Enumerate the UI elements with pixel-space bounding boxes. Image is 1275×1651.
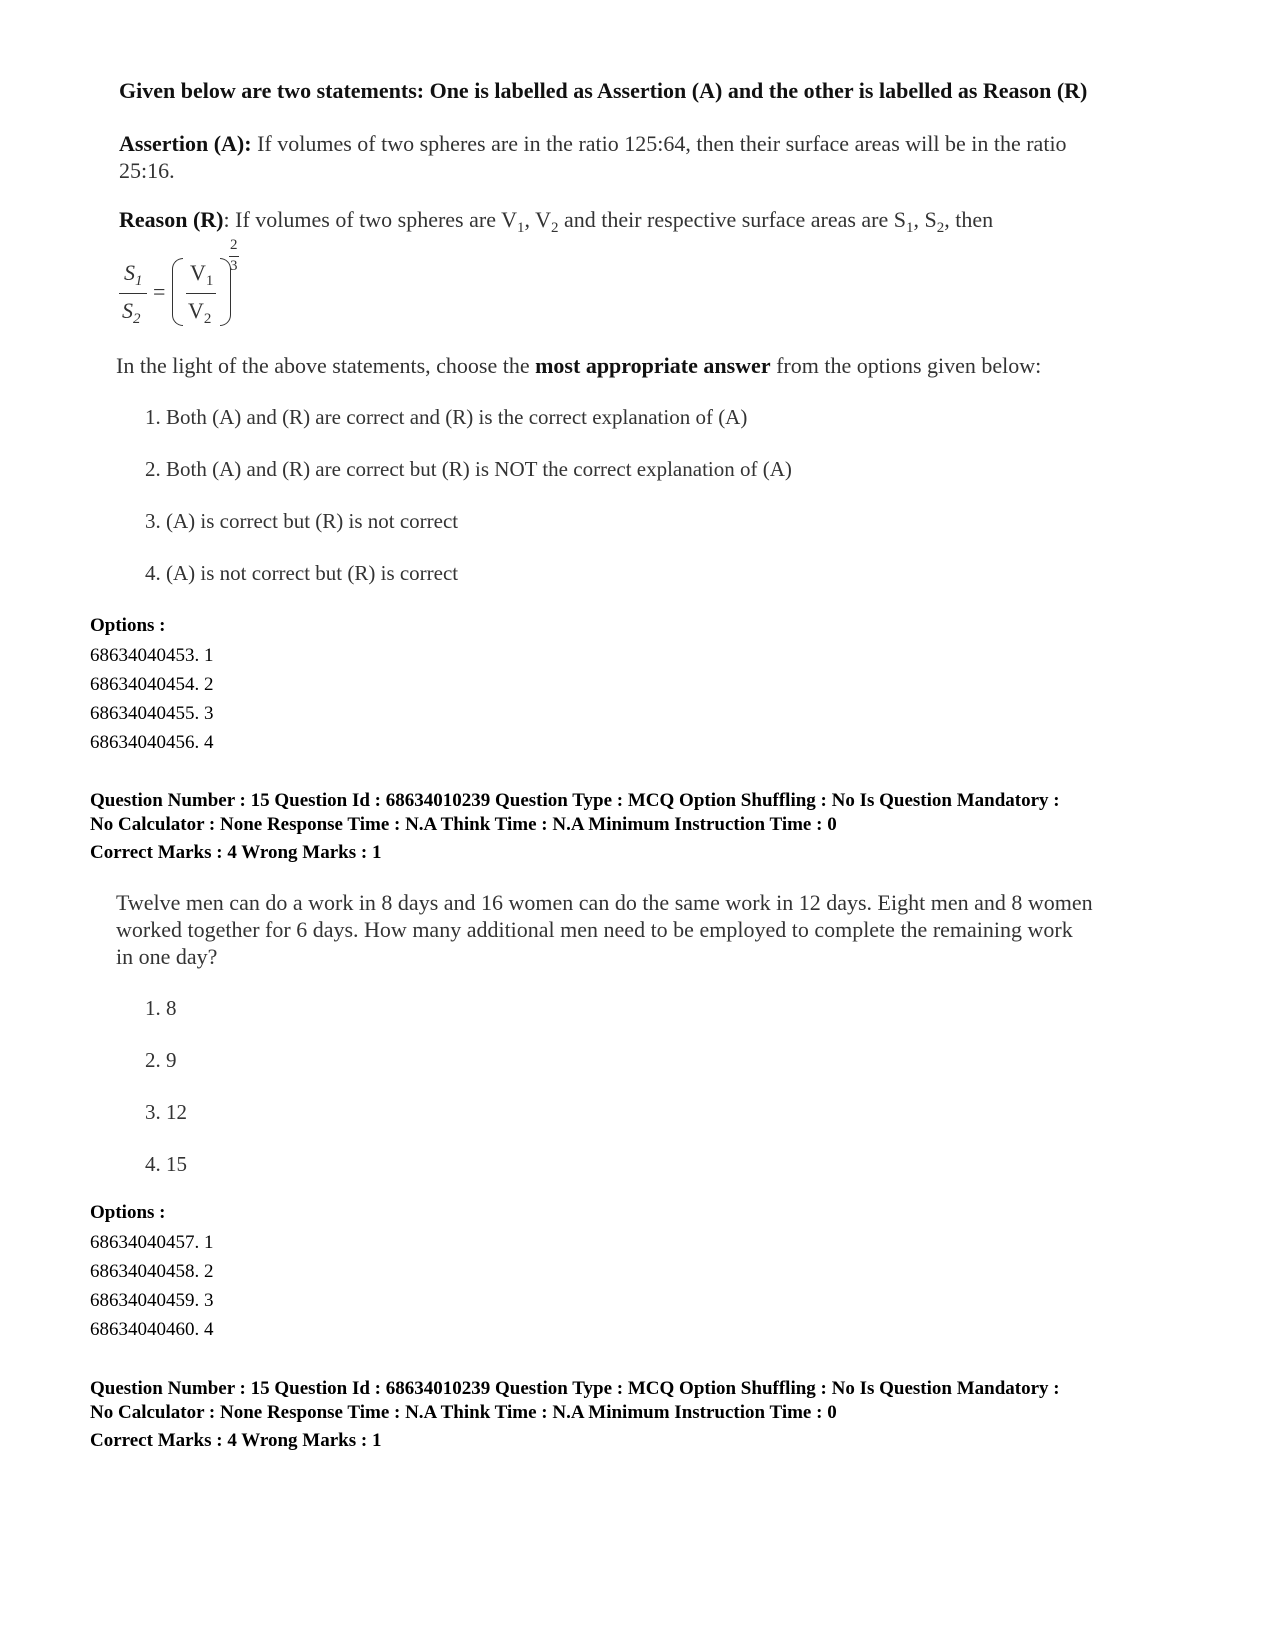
reason-text: : If volumes of two spheres are V <box>223 207 517 232</box>
reason-text: , S <box>913 207 937 232</box>
q15-marks: Correct Marks : 4 Wrong Marks : 1 <box>90 842 382 863</box>
prompt-bold: most appropriate answer <box>535 353 771 378</box>
q14-choice: 2. Both (A) and (R) are correct but (R) is NOT the correct explanation of (A) <box>145 457 792 481</box>
q14-choice: 1. Both (A) and (R) are correct and (R) is the correct explanation of (A) <box>145 405 748 429</box>
q14-prompt <box>116 352 1041 380</box>
option-id: 68634040454. 2 <box>90 674 214 695</box>
equals-sign: = <box>153 279 166 304</box>
sub: 2 <box>133 311 141 327</box>
option-id: 68634040460. 4 <box>90 1319 214 1340</box>
q14-choice: 3. (A) is correct but (R) is not correct <box>145 509 459 533</box>
sub: 2 <box>936 220 945 236</box>
sub: 1 <box>205 273 214 289</box>
meta-line: Question Number : 15 Question Id : 68634010239 Question Type : MCQ Option Shuffling : No Is Question Mandatory : <box>90 1378 1060 1399</box>
option-id: 68634040459. 3 <box>90 1290 214 1311</box>
meta-line: Question Number : 15 Question Id : 68634010239 Question Type : MCQ Option Shuffling : No Is Question Mandatory : <box>90 790 1060 811</box>
exponent-denominator: 3 <box>230 258 238 274</box>
exponent-numerator: 2 <box>230 237 238 253</box>
q14-choice: 4. (A) is not correct but (R) is correct <box>145 561 459 585</box>
lhs-numerator <box>124 260 143 290</box>
rhs-denominator <box>188 298 211 328</box>
reason-text: and their respective surface areas are S <box>558 207 906 232</box>
text-line: Twelve men can do a work in 8 days and 16 women can do the same work in 12 days. Eight men and 8 women <box>116 890 1093 915</box>
meta-line: No Calculator : None Response Time : N.A Think Time : N.A Minimum Instruction Time : 0 <box>90 814 837 835</box>
assertion-text: If volumes of two spheres are in the ratio 125:64, then their surface areas will be in the ratio <box>251 131 1067 156</box>
sub: 2 <box>550 220 559 236</box>
reason-text: , V <box>524 207 551 232</box>
option-id: 68634040458. 2 <box>90 1261 214 1282</box>
prompt-text: In the light of the above statements, choose the <box>116 353 536 378</box>
rhs-fraction-bar <box>186 293 216 294</box>
lhs-fraction-bar <box>119 293 147 294</box>
q15-meta <box>90 789 1060 837</box>
sub: 1 <box>906 220 914 236</box>
next-marks: Correct Marks : 4 Wrong Marks : 1 <box>90 1430 382 1451</box>
q14-reason <box>119 206 993 242</box>
symbol: V <box>188 298 204 323</box>
q14-assertion-cont: 25:16. <box>119 158 175 183</box>
sub: 1 <box>516 220 525 236</box>
text-line: worked together for 6 days. How many additional men need to be employed to complete the remaining work <box>116 917 1073 942</box>
q15-options-list <box>90 1228 214 1344</box>
q15-options-label: Options : <box>90 1202 166 1223</box>
symbol: V <box>190 260 206 285</box>
assertion-label: Assertion (A): <box>119 131 252 156</box>
q14-options-list <box>90 641 214 757</box>
q15-text <box>116 889 1093 970</box>
meta-line: No Calculator : None Response Time : N.A Think Time : N.A Minimum Instruction Time : 0 <box>90 1402 837 1423</box>
prompt-text: from the options given below: <box>770 353 1042 378</box>
next-meta <box>90 1377 1060 1425</box>
reason-text: , then <box>944 207 994 232</box>
exponent-bar <box>229 256 239 257</box>
option-id: 68634040453. 1 <box>90 645 214 666</box>
option-id: 68634040457. 1 <box>90 1232 214 1253</box>
sub: 2 <box>203 311 212 327</box>
option-id: 68634040456. 4 <box>90 732 214 753</box>
q14-options-label: Options : <box>90 615 166 636</box>
q15-choice: 2. 9 <box>145 1048 177 1072</box>
sub: 1 <box>135 273 143 289</box>
reason-label: Reason (R) <box>119 207 224 232</box>
left-paren <box>172 258 183 326</box>
q15-choice: 1. 8 <box>145 996 177 1020</box>
q14-intro: Given below are two statements: One is labelled as Assertion (A) and the other is labelled as Reason (R) <box>119 78 1088 103</box>
lhs-denominator <box>122 298 141 328</box>
rhs-numerator <box>190 260 213 290</box>
symbol: S <box>124 260 135 285</box>
q15-choice: 4. 15 <box>145 1152 187 1176</box>
symbol: S <box>122 298 133 323</box>
q14-assertion <box>119 130 1149 158</box>
text-line: in one day? <box>116 944 218 969</box>
option-id: 68634040455. 3 <box>90 703 214 724</box>
q15-choice: 3. 12 <box>145 1100 187 1124</box>
